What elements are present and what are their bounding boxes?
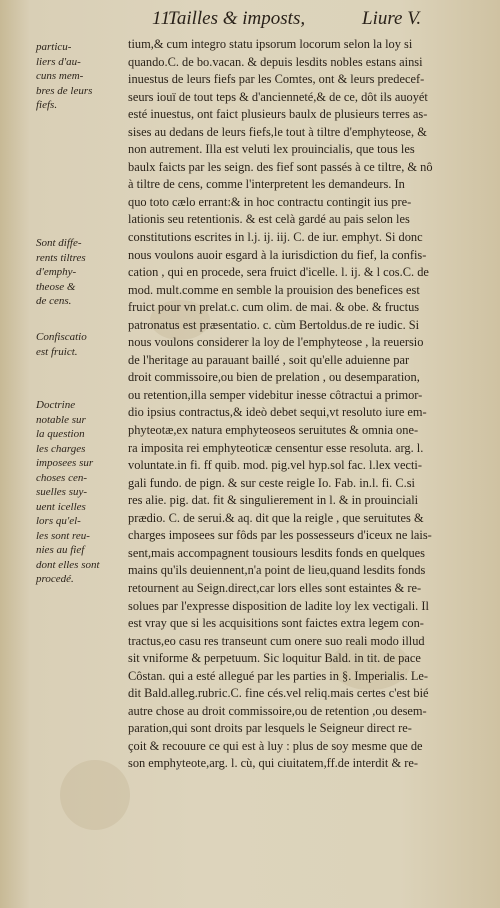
text-line: constitutions escrites in l.j. ij. iij. C. de iur. emphyt. Si donc — [128, 230, 423, 245]
text-line: lationis seu retentionis. & est celà gardé au pais selon les — [128, 212, 410, 227]
text-line: quo toto cælo errant:& in hoc contractu contingit ius pre- — [128, 194, 412, 209]
text-line: voluntate.in fi. ff quib. mod. pig.vel hyp.sol fac. l.lex vecti- — [128, 458, 422, 473]
text-line: tractus,eo casu res transeunt cum onere suo reali modo illud — [128, 633, 425, 648]
text-line: inuestus de leurs fiefs par les Comtes, ont & leurs predecef- — [128, 72, 425, 87]
text-line: quando.C. de bo.vacan. & depuis lesdits nobles estans ainsi — [128, 54, 423, 69]
text-line: çoit & recouure ce qui est à luy : plus de soy mesme que de — [128, 738, 423, 753]
text-line: fruict pour vn prelat.c. cum olim. de mai. & obe. & fructus — [128, 300, 420, 315]
running-head: Tailles & imposts, — [168, 8, 306, 29]
text-line: retournent au Seign.direct,car lors elles sont estaintes & re- — [128, 580, 422, 595]
text-line: baulx faicts par les seign. des fief sont passés à ce tiltre, & nô — [128, 159, 433, 174]
text-line: sent,mais accompagnent tousiours lesdits fonds en quelques — [128, 545, 425, 560]
folio-number: 11 — [152, 8, 171, 29]
body-text — [128, 36, 490, 773]
text-line: nous voulons considerer la loy de l'emphyteose , la reuersio — [128, 335, 424, 350]
text-line: nous voulons auoir esgard à la iurisdiction du fief, la confis- — [128, 247, 427, 262]
text-line: esté inuestus, ont faict plusieurs baulx de plusieurs terres as- — [128, 107, 428, 122]
text-line: Côstan. qui a esté allegué par les parties in §. Imperialis. Le- — [128, 668, 429, 683]
text-line: à tiltre de cens, comme l'interpretent les demandeurs. In — [128, 177, 405, 192]
text-line: est vray que si les acquisitions sont faictes extra legem con- — [128, 616, 424, 631]
text-line: sit vniforme & perpetuum. Sic loquitur Bald. in tit. de pace — [128, 651, 421, 666]
text-line: mod. mult.comme en semble la prouision des benefices est — [128, 282, 420, 297]
text-line: son emphyteote,arg. l. cù, qui ciuitatem,ff.de interdit & re- — [128, 756, 418, 771]
text-line: ou retention,illa semper videbitur inesse côtractui a primor- — [128, 387, 423, 402]
margin-note: Sont diffe- rents tiltres d'emphy- theose & de cens. — [36, 237, 86, 307]
text-line: dio ipsius contractus,& ideò debet sequi,vt resoluto iure em- — [128, 405, 427, 420]
text-line: patronatus est præsentatio. c. cùm Bertoldus.de re iudic. Si — [128, 317, 420, 332]
text-line: droit commissoire,ou bien de prelation , ou desemparation, — [128, 370, 420, 385]
text-line: prædio. C. de serui.& aq. dit que la reigle , que seruitutes & — [128, 510, 424, 525]
margin-note: particu- liers d'au- cuns mem- bres de leurs fiefs. — [36, 41, 93, 111]
text-line: cation , qui en procede, sera fruict d'icelle. l. ij. & l cos.C. de — [128, 265, 429, 280]
text-line: phyteotæ,ex natura emphyteoseos seruitutes & omnia one- — [128, 423, 419, 438]
text-line: dit Bald.alleg.rubric.C. fine cés.vel reliq.mais certes c'est bié — [128, 686, 429, 701]
page-header — [0, 2, 500, 32]
text-line: seurs iouï de tout teps & d'ancienneté,& de ce, dôt ils auoyét — [128, 89, 428, 104]
text-line: solues par l'expresse disposition de ladite loy lex vectigali. Il — [128, 598, 429, 613]
margin-note: Confiscatio est fruict. — [36, 331, 87, 358]
text-line: autre chose au droit commissoire,ou de retention ,ou desem- — [128, 703, 427, 718]
text-line: paration,qui sont droits par lesquels le Seigneur direct re- — [128, 721, 412, 736]
text-line: res alie. pig. dat. fit & singulierement in l. & in prouinciali — [128, 493, 419, 508]
text-line: ra imposita rei emphyteoticæ censentur esse resoluta. arg. l. — [128, 440, 424, 455]
text-line: mains qu'ils deuiennent,n'a point de lieu,quand lesdits fonds — [128, 563, 426, 578]
text-line: sises au dedans de leurs fiefs,le tout à tiltre d'emphyteose, & — [128, 124, 427, 139]
margin-note: Doctrine notable sur la question les charges imposees sur choses cen- suelles suy- uent icelles lors qu'el- les sont reu- nies au fief dont elles sont procedé. — [36, 399, 100, 585]
text-line: tium,& cum integro statu ipsorum locorum selon la loy si — [128, 37, 413, 51]
text-line: charges imposees sur fôds par les possesseurs d'iceux ne lais- — [128, 528, 432, 543]
text-line: de l'heritage au parauant baillé , soit qu'elle aduienne par — [128, 352, 410, 367]
text-line: gali fundo. de pign. & sur ceste reigle Io. Fab. in.l. fi. C.si — [128, 475, 415, 490]
text-line: non autrement. Illa est veluti lex prouincialis, que tous les — [128, 142, 415, 157]
book-title: Liure V. — [362, 8, 422, 29]
